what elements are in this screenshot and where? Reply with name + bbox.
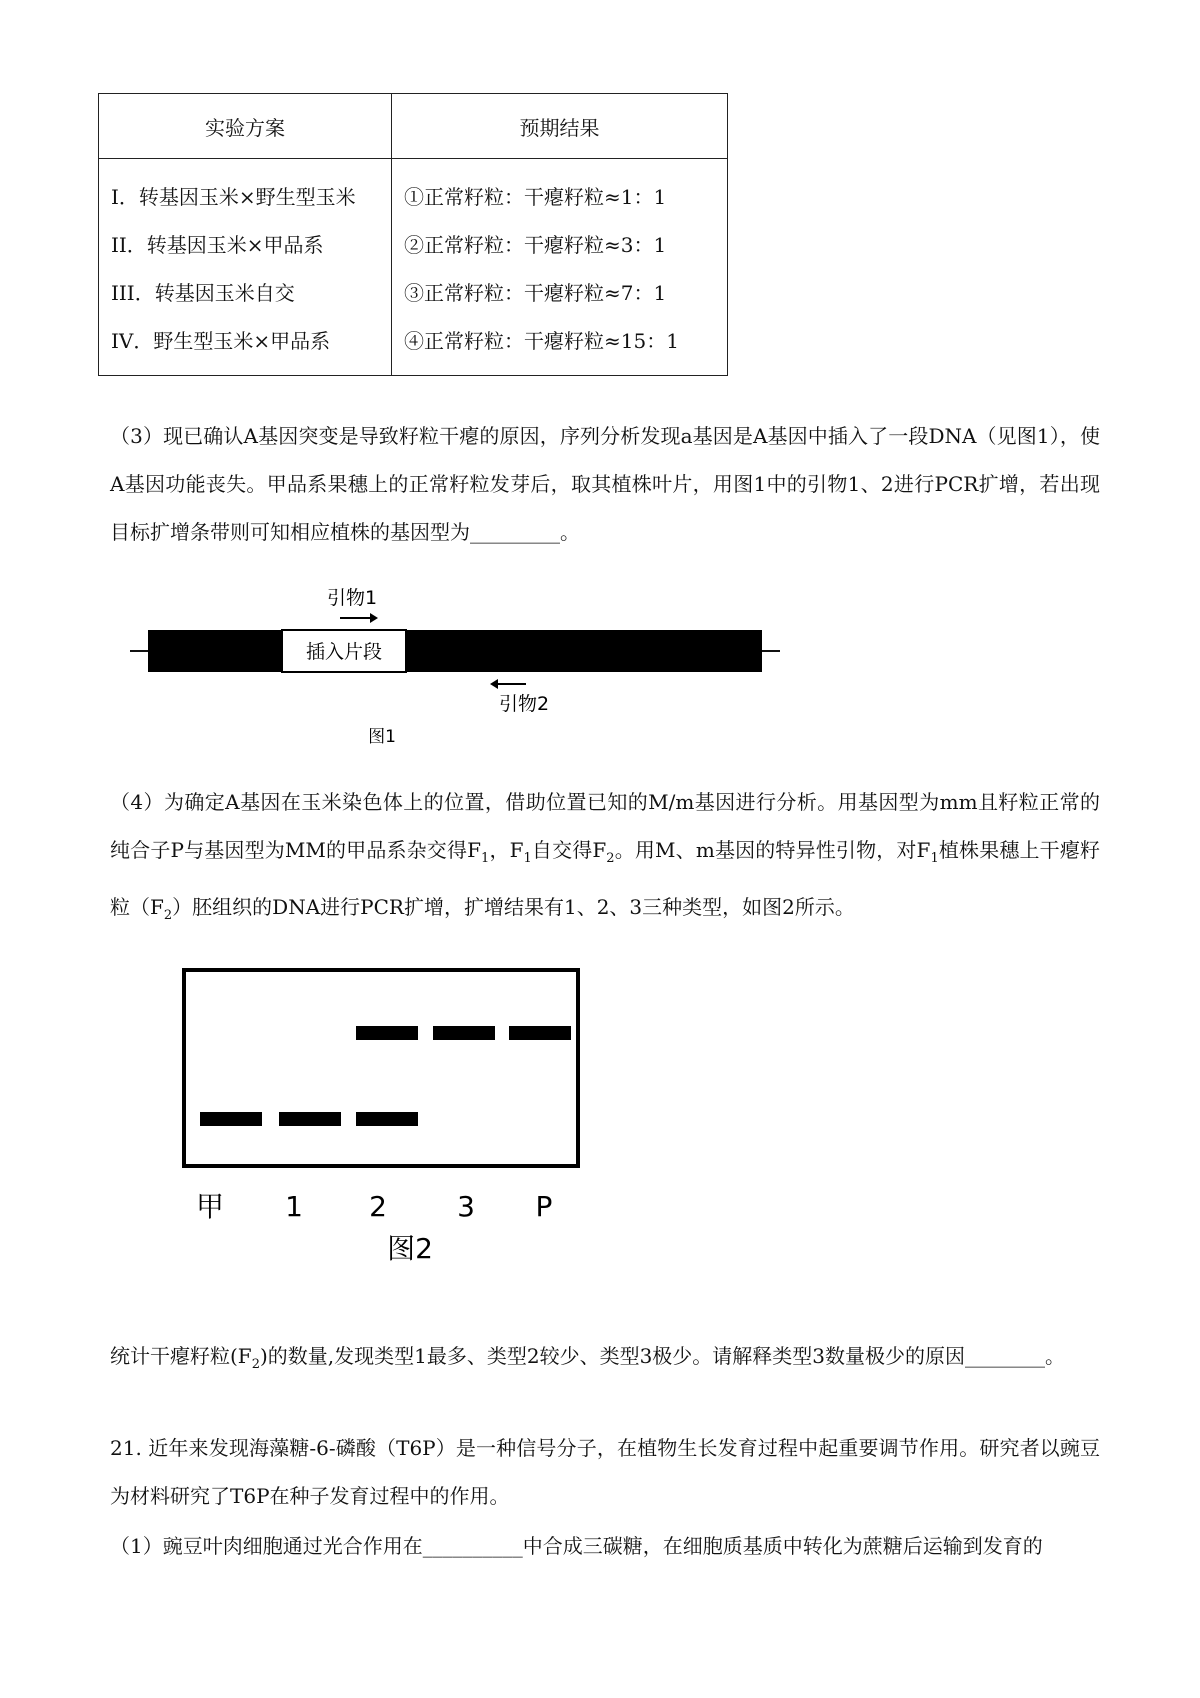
primer-1-label: 引物1 <box>326 587 378 609</box>
result-cell <box>392 159 728 376</box>
plan-item: II．转基因玉米×甲品系 <box>111 233 324 257</box>
result-item: ③正常籽粒：干瘪籽粒≈7：1 <box>404 281 667 305</box>
result-item: ①正常籽粒：干瘪籽粒≈1：1 <box>404 185 667 209</box>
figure-1-caption: 图1 <box>368 727 396 747</box>
band-lane-p-high <box>509 1026 571 1040</box>
band-lane-2-high <box>356 1026 418 1040</box>
table-header-plan: 实验方案 <box>99 94 392 159</box>
plan-item: IV．野生型玉米×甲品系 <box>111 329 331 353</box>
band-lane-1-low <box>279 1112 341 1126</box>
gel-frame <box>184 970 578 1166</box>
lane-label: 3 <box>457 1190 475 1223</box>
question-21-part-1-text: （1）豌豆叶肉细胞通过光合作用在__________中合成三碳糖，在细胞质基质中转化为蔗糖后运输到发育的 <box>110 1534 1043 1558</box>
plan-item: III．转基因玉米自交 <box>111 281 295 305</box>
result-item: ②正常籽粒：干瘪籽粒≈3：1 <box>404 233 667 257</box>
plan-item: I．转基因玉米×野生型玉米 <box>111 185 356 209</box>
band-lane-jia-low <box>200 1112 262 1126</box>
figure-2-caption: 图2 <box>387 1232 433 1265</box>
result-item: ④正常籽粒：干瘪籽粒≈15：1 <box>404 329 679 353</box>
insert-label: 插入片段 <box>305 641 383 663</box>
primer-2-arrow-icon <box>490 679 526 689</box>
band-lane-3-high <box>433 1026 495 1040</box>
plan-cell <box>99 159 392 376</box>
figure-2-gel <box>180 966 600 1266</box>
experiment-table <box>98 93 728 376</box>
table-header-result: 预期结果 <box>392 94 728 159</box>
question-4-text: （4）为确定A基因在玉米染色体上的位置，借助位置已知的M/m基因进行分析。用基因型为mm且籽粒正常的纯合子P与基因型为MM的甲品系杂交得$F_1$，$F_1$自交得$F_2$。用M、m基因的特异性引物，对$F_1$植株果穗上干瘪籽粒$(F_2)$胚组织的DNA进行PCR扩增，扩增结果有1、2、3三种类型，如图2所示。 <box>110 790 1100 923</box>
lane-label: 2 <box>369 1190 387 1223</box>
question-4-followup-text: 统计干瘪籽粒$(F_2)$的数量,发现类型1最多、类型2较少、类型3极少。请解释类型3数量极少的原因________。 <box>110 1344 1066 1372</box>
figure-1-gene-diagram <box>120 580 800 750</box>
question-21-text: 21. 近年来发现海藻糖-6-磷酸（T6P）是一种信号分子，在植物生长发育过程中起重要调节作用。研究者以豌豆为材料研究了T6P在种子发育过程中的作用。 <box>110 1436 1100 1508</box>
lane-label: P <box>535 1190 553 1223</box>
lane-label: 1 <box>285 1190 303 1223</box>
primer-2-label: 引物2 <box>498 693 550 715</box>
primer-1-arrow-icon <box>340 613 378 623</box>
lane-label: 甲 <box>195 1190 225 1223</box>
band-lane-2-low <box>356 1112 418 1126</box>
question-3-text: （3）现已确认A基因突变是导致籽粒干瘪的原因，序列分析发现a基因是A基因中插入了一段DNA（见图1），使A基因功能丧失。甲品系果穗上的正常籽粒发芽后，取其植株叶片，用图1中的引物1、2进行PCR扩增，若出现目标扩增条带则可知相应植株的基因型为_________。 <box>110 424 1100 544</box>
